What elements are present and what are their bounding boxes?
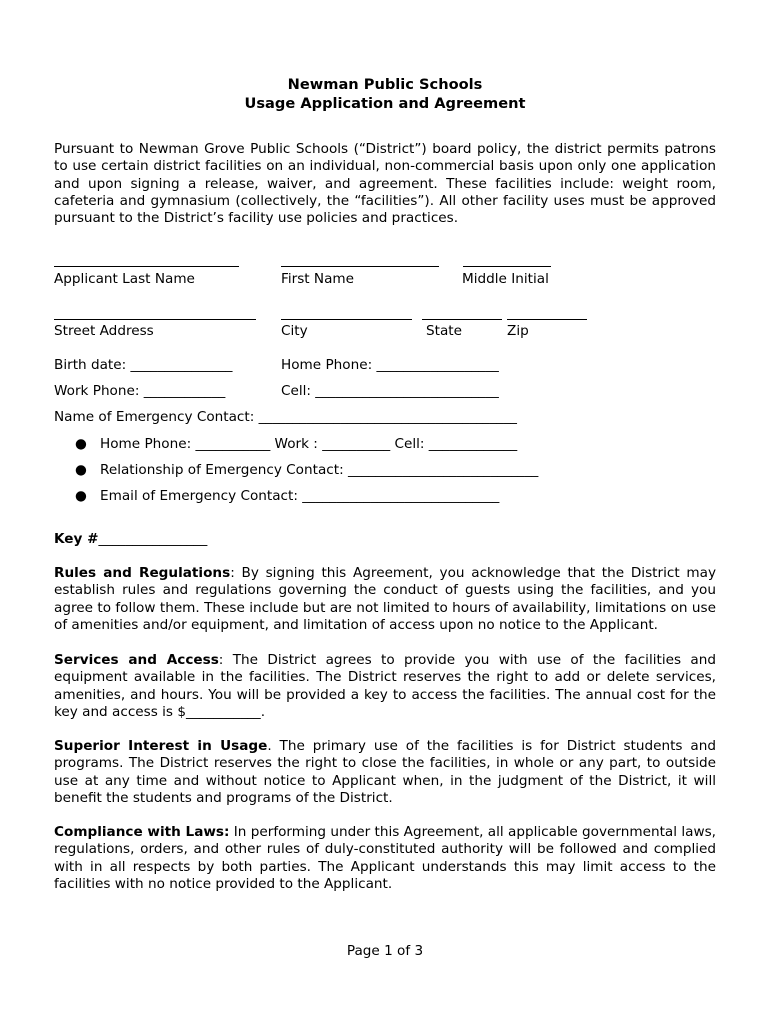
- work-phone-field[interactable]: Work Phone: ____________: [54, 383, 226, 399]
- cell-field[interactable]: Cell: ___________________________: [281, 383, 499, 399]
- state-line[interactable]: [422, 319, 502, 320]
- rules-body: : By signing this Agreement, you acknowledge that the District may establish rules and regulations governing the conduct of guests using the facilities, and you agree to follow them. These include but are not limited to hours of availability, limitations on use of amenities and/or equipment, and limitation of access upon no notice to the Applicant.: [54, 565, 717, 633]
- emergency-relationship-field[interactable]: Relationship of Emergency Contact: ____________________________: [100, 462, 539, 478]
- page-number: Page 1 of 3: [346, 943, 424, 959]
- key-field[interactable]: [54, 531, 207, 548]
- rules-section: [54, 565, 716, 634]
- emergency-email-field[interactable]: Email of Emergency Contact: _____________________________: [100, 488, 500, 504]
- services-heading: Services and Access: [54, 652, 219, 668]
- bullet-marker: ●: [75, 436, 87, 452]
- emergency-contact-field[interactable]: Name of Emergency Contact: ______________________________________: [54, 409, 517, 425]
- last-name-line[interactable]: [54, 266, 239, 267]
- street-address-label: Street Address: [54, 323, 154, 339]
- key-label: Key #: [54, 531, 99, 547]
- middle-initial-label: Middle Initial: [462, 271, 549, 287]
- first-name-label: First Name: [281, 271, 355, 287]
- superior-interest-section: [54, 738, 716, 807]
- zip-label: Zip: [507, 323, 529, 339]
- bullet-marker: ●: [75, 488, 87, 504]
- compliance-heading: Compliance with Laws:: [54, 824, 230, 840]
- zip-line[interactable]: [507, 319, 587, 320]
- compliance-body: In performing under this Agreement, all applicable governmental laws, regulations, orders, and other rules of duly-constituted authority will be followed and complied with in all respects by both parties. The Applicant understands this may limit access to the facilities with no notice provided to the Applicant.: [54, 824, 716, 892]
- state-label: State: [426, 323, 462, 339]
- superior-interest-body: . The primary use of the facilities is for District students and programs. The District reserves the right to close the facilities, in whole or any part, to outside use at any time and without notice to Applicant when, in the judgment of the District, it will benefit the students and programs of the District.: [54, 738, 716, 806]
- emergency-phones-field[interactable]: Home Phone: ___________ Work : __________ Cell: _____________: [100, 436, 518, 452]
- services-section: [54, 652, 716, 721]
- compliance-section: [54, 824, 716, 893]
- last-name-label: Applicant Last Name: [54, 271, 195, 287]
- services-body: : The District agrees to provide you with use of the facilities and equipment available in the facilities. The District reserves the right to add or delete services, amenities, and hours. You will be provided a key to access the facilities. The annual cost for the key and access is $___________.: [54, 652, 716, 720]
- superior-interest-heading: Superior Interest in Usage: [54, 738, 268, 754]
- home-phone-field[interactable]: Home Phone: __________________: [281, 357, 499, 373]
- document-title: Newman Public Schools: [287, 76, 483, 93]
- city-line[interactable]: [281, 319, 412, 320]
- street-address-line[interactable]: [54, 319, 256, 320]
- document-subtitle: Usage Application and Agreement: [244, 95, 526, 112]
- rules-heading: Rules and Regulations: [54, 565, 231, 581]
- key-blank: ________________: [98, 531, 208, 547]
- bullet-marker: ●: [75, 462, 87, 478]
- first-name-line[interactable]: [281, 266, 439, 267]
- city-label: City: [281, 323, 308, 339]
- middle-initial-line[interactable]: [463, 266, 551, 267]
- birth-date-field[interactable]: Birth date: _______________: [54, 357, 233, 373]
- intro-paragraph: Pursuant to Newman Grove Public Schools (“District”) board policy, the district permits patrons to use certain district facilities on an individual, non-commercial basis upon only one application and upon signing a release, waiver, and agreement. These facilities include: weight room, cafeteria and gymnasium (collectively, the “facilities”). All other facility uses must be approved pursuant to the District’s facility use policies and practices.: [54, 141, 716, 227]
